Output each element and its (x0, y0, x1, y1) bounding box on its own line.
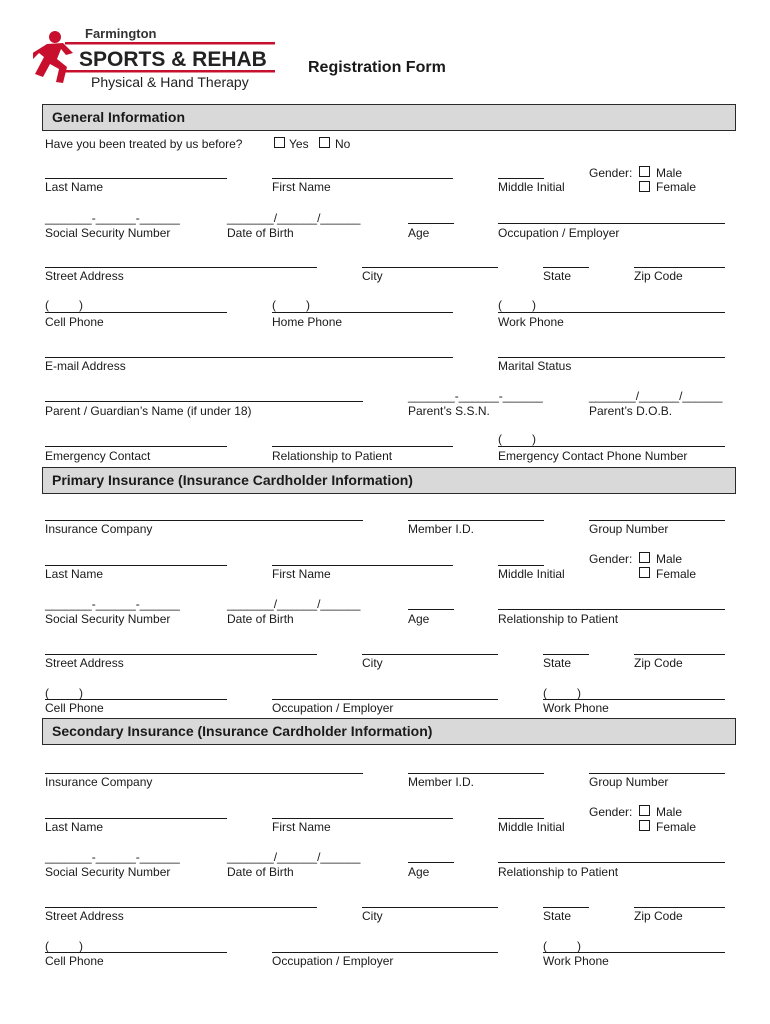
zip-label: Zip Code (634, 269, 683, 283)
emergency-relationship-label: Relationship to Patient (272, 449, 393, 463)
primary-dob-label: Date of Birth (227, 612, 294, 626)
cell-phone-area[interactable]: ( ) (45, 298, 83, 312)
primary-insurance-company-field[interactable] (45, 520, 363, 521)
occupation-label: Occupation / Employer (498, 226, 620, 240)
primary-relationship-label: Relationship to Patient (498, 612, 619, 626)
primary-state-field[interactable] (543, 654, 589, 655)
gender-female-label: Female (656, 180, 697, 194)
secondary-ssn-field[interactable]: _______-______-______ (45, 850, 180, 864)
primary-member-id-field[interactable] (408, 520, 544, 521)
secondary-member-id-label: Member I.D. (408, 775, 475, 789)
occupation-field[interactable] (498, 223, 725, 224)
primary-occupation-field[interactable] (272, 699, 498, 700)
secondary-ssn-label: Social Security Number (45, 865, 171, 879)
primary-gender-male-checkbox[interactable] (639, 552, 650, 563)
state-label: State (543, 269, 572, 283)
secondary-street-field[interactable] (45, 907, 317, 908)
ssn-label: Social Security Number (45, 226, 171, 240)
secondary-insurance-company-label: Insurance Company (45, 775, 153, 789)
primary-member-id-label: Member I.D. (408, 522, 475, 536)
secondary-middle-initial-field[interactable] (498, 818, 544, 819)
logo-line-1: Farmington (85, 27, 157, 41)
primary-insurance-company-label: Insurance Company (45, 522, 153, 536)
state-field[interactable] (543, 267, 589, 268)
logo-line-3: Physical & Hand Therapy (91, 74, 249, 90)
section-secondary-title: Secondary Insurance (Insurance Cardholder Information) (52, 723, 433, 739)
primary-work-label: Work Phone (543, 701, 609, 715)
dob-field[interactable]: _______/______/______ (227, 211, 361, 225)
treated-before-question: Have you been treated by us before? (45, 137, 243, 151)
email-label: E-mail Address (45, 359, 126, 373)
secondary-last-name-field[interactable] (45, 818, 227, 819)
primary-age-field[interactable] (408, 609, 454, 610)
primary-gender-label: Gender: (589, 552, 633, 566)
secondary-dob-label: Date of Birth (227, 865, 294, 879)
work-phone-label: Work Phone (498, 315, 564, 329)
secondary-gender-male-checkbox[interactable] (639, 805, 650, 816)
primary-occupation-label: Occupation / Employer (272, 701, 394, 715)
first-name-field[interactable] (272, 178, 453, 179)
primary-gender-female-checkbox[interactable] (639, 567, 650, 578)
gender-male-checkbox[interactable] (639, 166, 650, 177)
treated-no-checkbox[interactable] (319, 137, 330, 148)
primary-street-field[interactable] (45, 654, 317, 655)
primary-street-label: Street Address (45, 656, 124, 670)
secondary-gender-male-label: Male (656, 805, 683, 819)
primary-group-label: Group Number (589, 522, 669, 536)
primary-dob-field[interactable]: _______/______/______ (227, 597, 361, 611)
secondary-relationship-label: Relationship to Patient (498, 865, 619, 879)
last-name-label: Last Name (45, 180, 104, 194)
parent-ssn-field[interactable]: _______-______-______ (408, 389, 543, 403)
last-name-field[interactable] (45, 178, 227, 179)
emergency-phone-label: Emergency Contact Phone Number (498, 449, 688, 463)
runner-icon (33, 31, 73, 83)
section-general (42, 104, 736, 131)
cell-phone-field[interactable] (45, 312, 227, 313)
secondary-middle-initial-label: Middle Initial (498, 820, 565, 834)
home-phone-field[interactable] (272, 312, 453, 313)
middle-initial-field[interactable] (498, 178, 544, 179)
treated-yes-label: Yes (289, 137, 309, 151)
city-field[interactable] (362, 267, 498, 268)
secondary-first-name-label: First Name (272, 820, 331, 834)
parent-name-field[interactable] (45, 401, 363, 402)
city-label: City (362, 269, 383, 283)
secondary-group-field[interactable] (589, 773, 725, 774)
email-field[interactable] (45, 357, 453, 358)
secondary-gender-label: Gender: (589, 805, 633, 819)
primary-last-name-field[interactable] (45, 565, 227, 566)
secondary-occupation-field[interactable] (272, 952, 498, 953)
primary-state-label: State (543, 656, 572, 670)
section-secondary-insurance (42, 718, 736, 745)
primary-cell-label: Cell Phone (45, 701, 104, 715)
primary-zip-label: Zip Code (634, 656, 683, 670)
secondary-cell-label: Cell Phone (45, 954, 104, 968)
treated-no-label: No (335, 137, 351, 151)
dob-label: Date of Birth (227, 226, 294, 240)
secondary-zip-field[interactable] (634, 907, 725, 908)
secondary-group-label: Group Number (589, 775, 669, 789)
secondary-gender-female-label: Female (656, 820, 697, 834)
gender-male-label: Male (656, 166, 683, 180)
primary-cell-field[interactable] (45, 699, 227, 700)
marital-status-label: Marital Status (498, 359, 572, 373)
marital-status-field[interactable] (498, 357, 725, 358)
primary-zip-field[interactable] (634, 654, 725, 655)
gender-female-checkbox[interactable] (639, 181, 650, 192)
logo (33, 27, 278, 95)
work-phone-field[interactable] (498, 312, 725, 313)
gender-label: Gender: (589, 166, 633, 180)
page-title: Registration Form (308, 59, 446, 76)
parent-name-label: Parent / Guardian’s Name (if under 18) (45, 404, 252, 418)
home-phone-label: Home Phone (272, 315, 343, 329)
section-primary-insurance (42, 467, 736, 494)
cell-phone-label: Cell Phone (45, 315, 104, 329)
age-field[interactable] (408, 223, 454, 224)
primary-gender-male-label: Male (656, 552, 683, 566)
middle-initial-label: Middle Initial (498, 180, 565, 194)
primary-city-label: City (362, 656, 383, 670)
primary-first-name-label: First Name (272, 567, 331, 581)
primary-work-field[interactable] (543, 699, 725, 700)
secondary-cell-field[interactable] (45, 952, 227, 953)
parent-ssn-label: Parent’s S.S.N. (408, 404, 490, 418)
primary-cell-area[interactable]: ( ) (45, 686, 83, 700)
age-label: Age (408, 226, 430, 240)
primary-gender-female-label: Female (656, 567, 697, 581)
secondary-work-field[interactable] (543, 952, 725, 953)
primary-group-field[interactable] (589, 520, 725, 521)
secondary-dob-field[interactable]: _______/______/______ (227, 850, 361, 864)
secondary-work-label: Work Phone (543, 954, 609, 968)
primary-ssn-field[interactable]: _______-______-______ (45, 597, 180, 611)
primary-first-name-field[interactable] (272, 565, 453, 566)
secondary-age-label: Age (408, 865, 430, 879)
section-primary-title: Primary Insurance (Insurance Cardholder Information) (52, 472, 413, 488)
secondary-last-name-label: Last Name (45, 820, 104, 834)
primary-city-field[interactable] (362, 654, 498, 655)
emergency-contact-field[interactable] (45, 446, 227, 447)
work-phone-area[interactable]: ( ) (498, 298, 536, 312)
primary-age-label: Age (408, 612, 430, 626)
primary-middle-initial-field[interactable] (498, 565, 544, 566)
treated-yes-checkbox[interactable] (274, 137, 285, 148)
logo-line-2: SPORTS & REHAB (79, 48, 267, 71)
secondary-city-field[interactable] (362, 907, 498, 908)
secondary-first-name-field[interactable] (272, 818, 453, 819)
emergency-phone-area[interactable]: ( ) (498, 432, 536, 446)
primary-work-area[interactable]: ( ) (543, 686, 581, 700)
secondary-state-field[interactable] (543, 907, 589, 908)
section-general-title: General Information (52, 109, 186, 125)
secondary-zip-label: Zip Code (634, 909, 683, 923)
secondary-gender-female-checkbox[interactable] (639, 820, 650, 831)
zip-field[interactable] (634, 267, 725, 268)
emergency-contact-label: Emergency Contact (45, 449, 151, 463)
secondary-cell-area[interactable]: ( ) (45, 939, 83, 953)
emergency-relationship-field[interactable] (272, 446, 453, 447)
ssn-field[interactable]: _______-______-______ (45, 211, 180, 225)
secondary-relationship-field[interactable] (498, 862, 725, 863)
secondary-street-label: Street Address (45, 909, 124, 923)
primary-middle-initial-label: Middle Initial (498, 567, 565, 581)
parent-dob-field[interactable]: _______/______/______ (589, 389, 723, 403)
primary-last-name-label: Last Name (45, 567, 104, 581)
parent-dob-label: Parent’s D.O.B. (589, 404, 673, 418)
first-name-label: First Name (272, 180, 331, 194)
secondary-occupation-label: Occupation / Employer (272, 954, 394, 968)
home-phone-area[interactable]: ( ) (272, 298, 310, 312)
primary-relationship-field[interactable] (498, 609, 725, 610)
primary-ssn-label: Social Security Number (45, 612, 171, 626)
street-field[interactable] (45, 267, 317, 268)
secondary-work-area[interactable]: ( ) (543, 939, 581, 953)
secondary-city-label: City (362, 909, 383, 923)
secondary-state-label: State (543, 909, 572, 923)
street-label: Street Address (45, 269, 124, 283)
secondary-age-field[interactable] (408, 862, 454, 863)
secondary-member-id-field[interactable] (408, 773, 544, 774)
emergency-phone-field[interactable] (498, 446, 725, 447)
secondary-insurance-company-field[interactable] (45, 773, 363, 774)
